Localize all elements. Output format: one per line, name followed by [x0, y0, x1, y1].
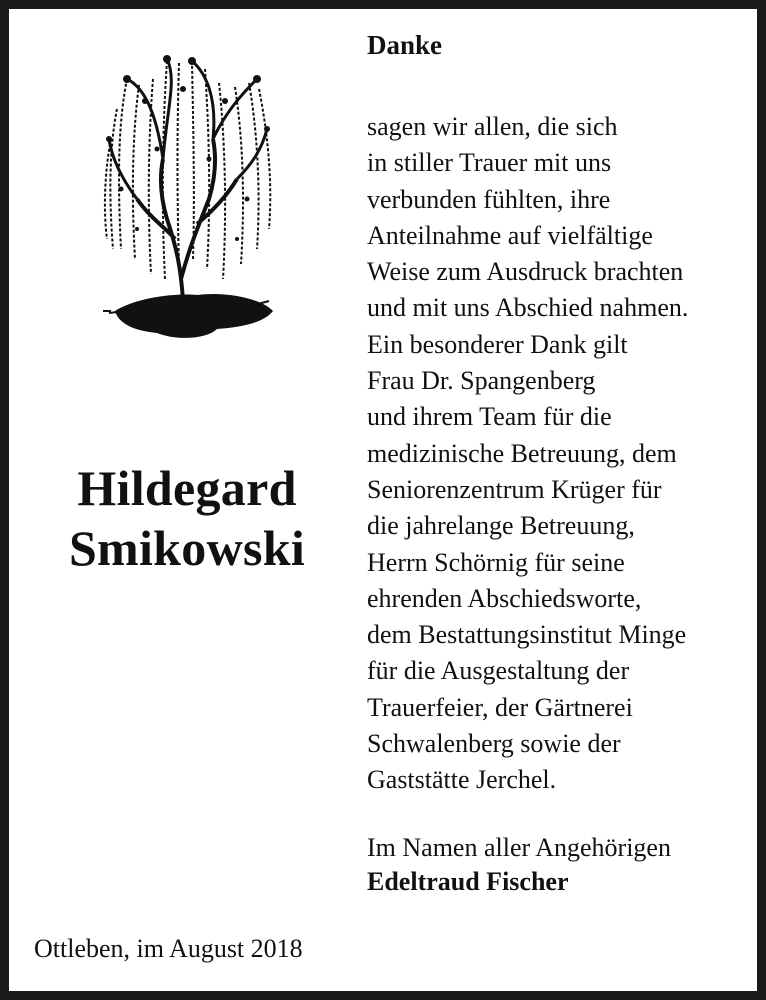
text-line: Herrn Schörnig für seine	[367, 547, 625, 577]
text-line: dem Bestattungsinstitut Minge	[367, 620, 687, 650]
text-line: Weise zum Ausdruck brachten	[367, 257, 684, 287]
text-line: Ein besonderer Dank gilt	[367, 329, 628, 359]
thank-you-text	[367, 109, 688, 799]
text-line: Trauerfeier, der Gärtnerei	[367, 692, 633, 722]
left-column	[9, 9, 359, 991]
signer-name: Edeltraud Fischer	[367, 867, 569, 896]
weeping-willow-icon	[97, 49, 277, 359]
text-line: für die Ausgestaltung der	[367, 656, 630, 686]
closing-block	[367, 831, 671, 899]
text-line: die jahrelange Betreuung,	[367, 511, 635, 541]
text-line: ehrenden Abschiedsworte,	[367, 583, 642, 613]
text-line: Gaststätte Jerchel.	[367, 765, 557, 795]
text-line: Seniorenzentrum Krüger für	[367, 474, 662, 504]
place-and-date: Ottleben, im August 2018	[34, 934, 303, 963]
text-line: Frau Dr. Spangenberg	[367, 366, 596, 396]
text-line: und mit uns Abschied nahmen.	[367, 293, 689, 323]
text-line: Anteilnahme auf vielfältige	[367, 220, 653, 250]
text-line: Schwalenberg sowie der	[367, 729, 621, 759]
closing-line: Im Namen aller Angehörigen	[367, 833, 671, 862]
heading: Danke	[367, 30, 443, 60]
deceased-first-name: Hildegard	[77, 460, 297, 516]
text-line: verbunden fühlten, ihre	[367, 184, 611, 214]
text-line: und ihrem Team für die	[367, 402, 612, 432]
deceased-last-name: Smikowski	[68, 520, 306, 576]
text-line: medizinische Betreuung, dem	[367, 438, 677, 468]
text-line: in stiller Trauer mit uns	[367, 148, 612, 178]
obituary-card	[9, 9, 757, 991]
text-line: sagen wir allen, die sich	[367, 112, 618, 141]
